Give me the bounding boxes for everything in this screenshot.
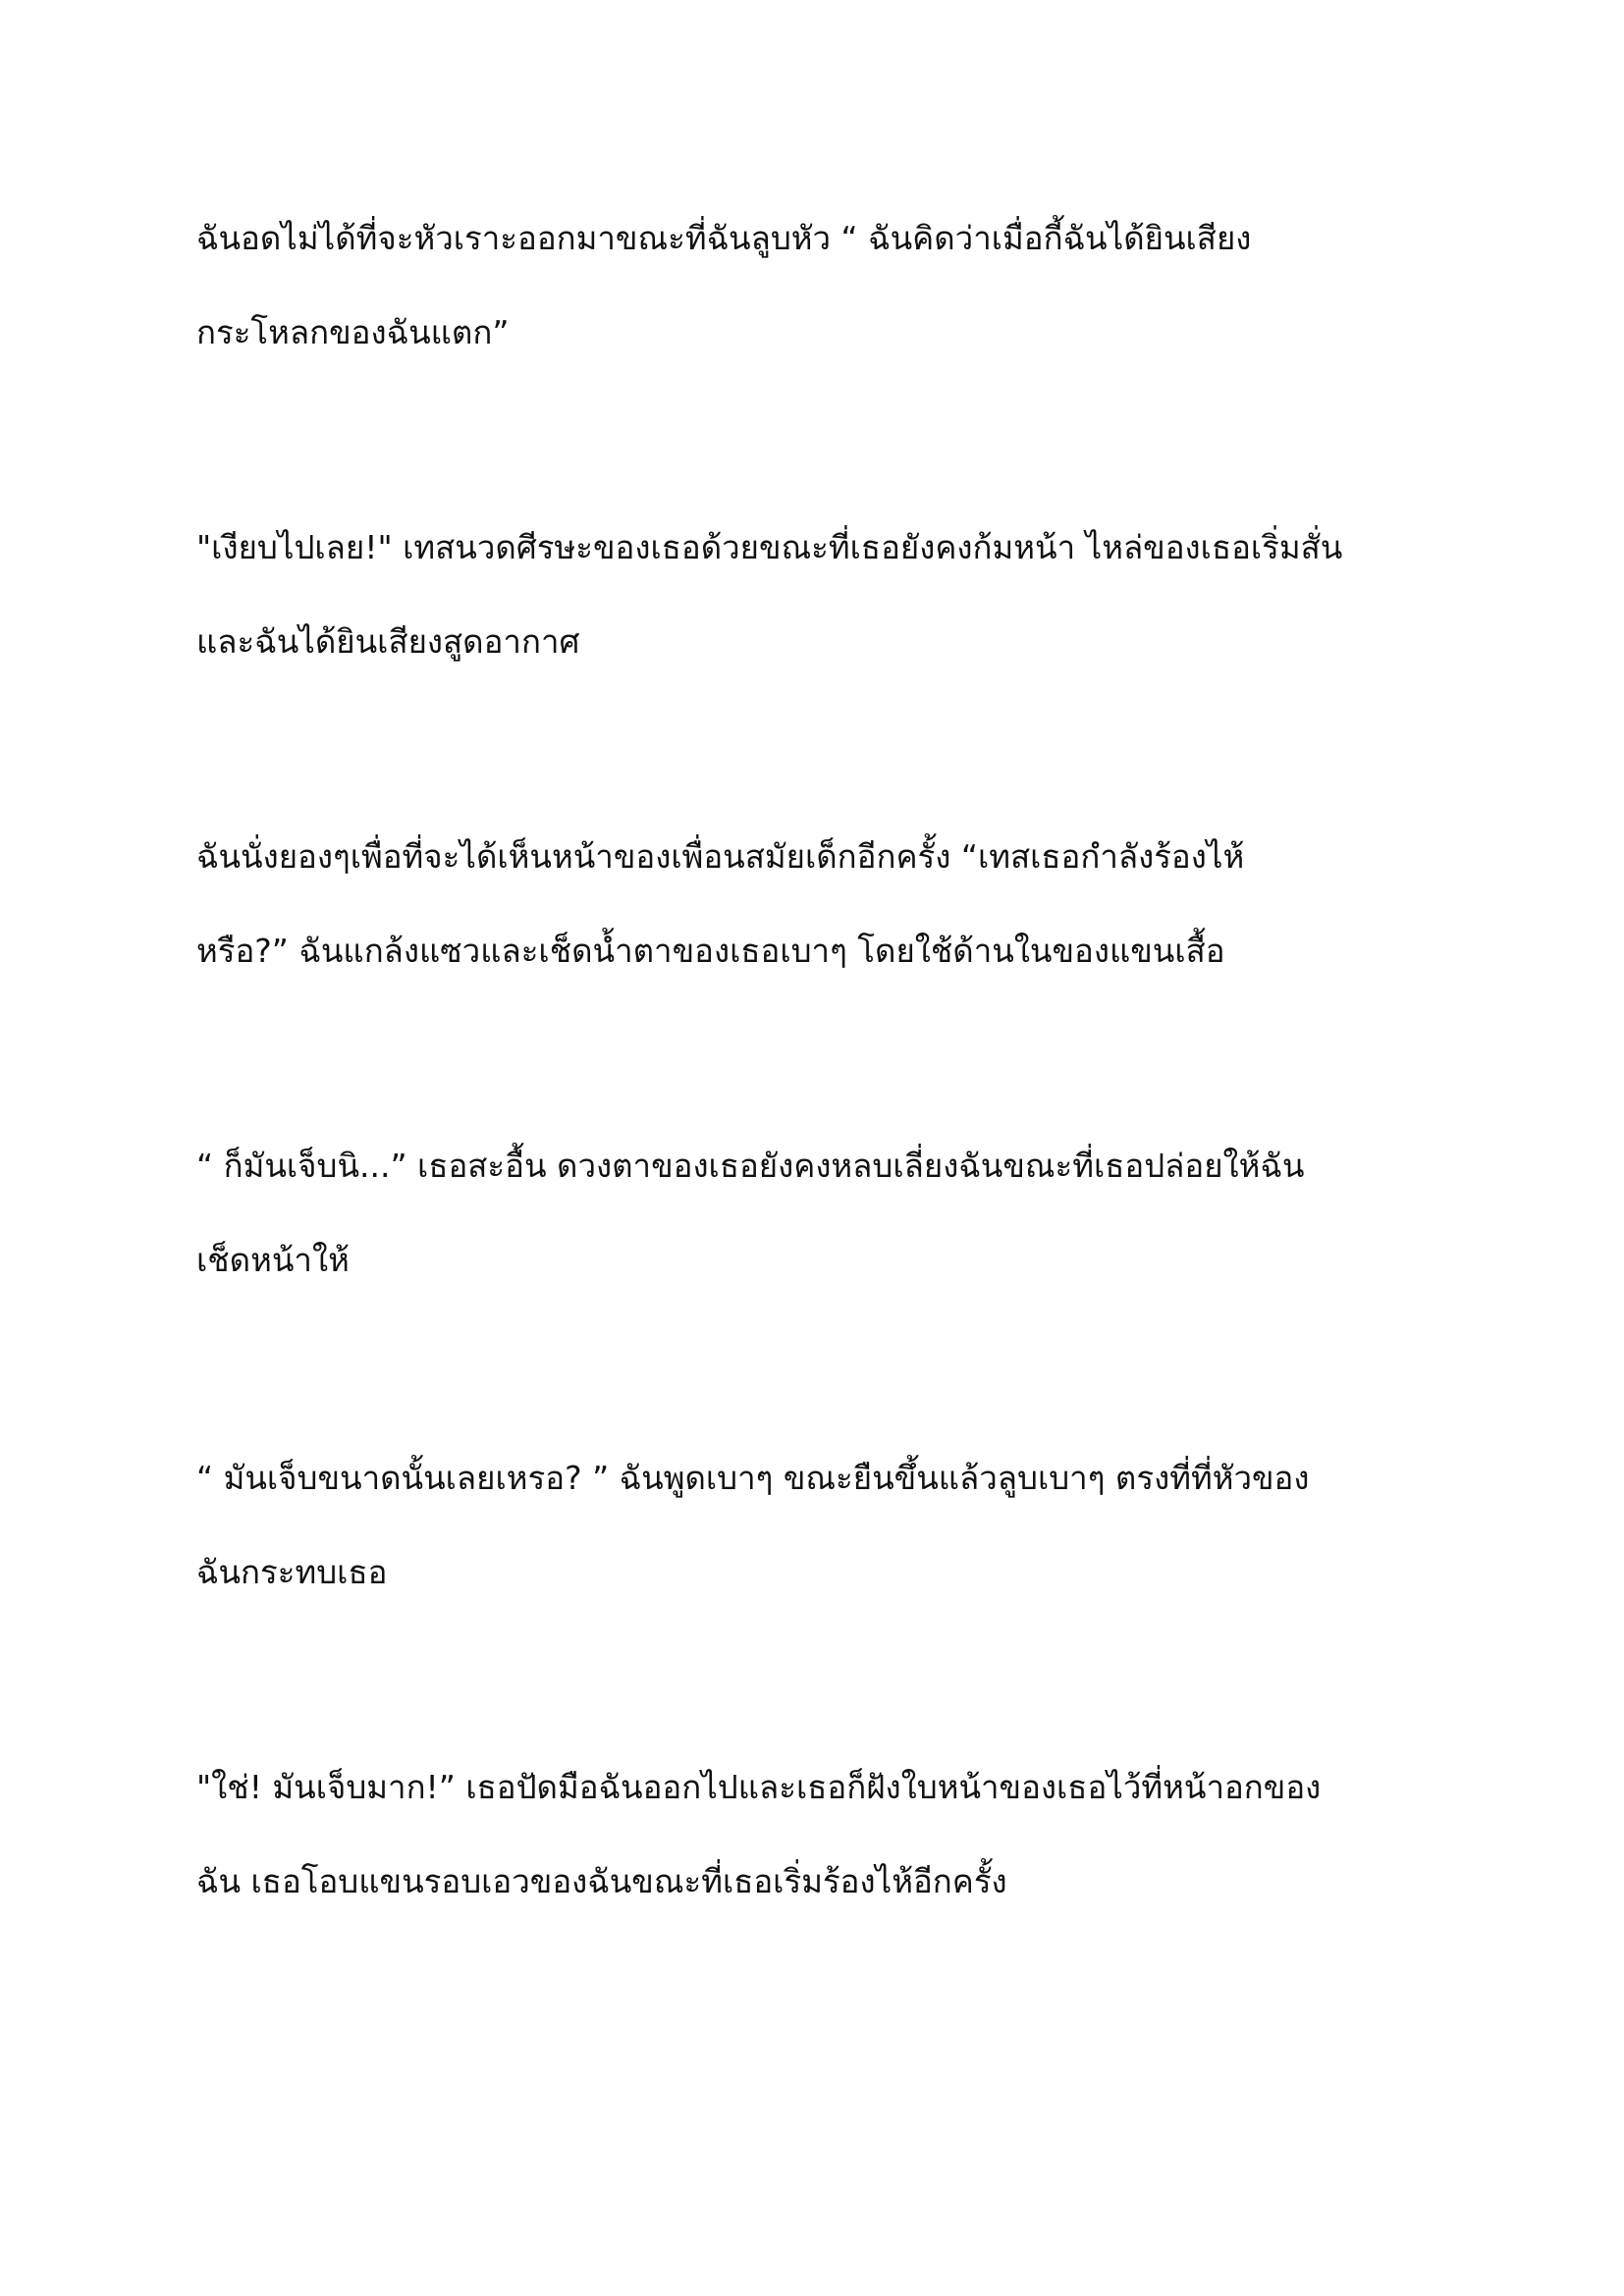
- paragraph-line: ฉันกระทบเธอ: [196, 1553, 388, 1591]
- paragraph-6: [196, 1740, 1434, 1929]
- paragraph-line: ฉัน เธอโอบแขนรอบเอวของฉันขณะที่เธอเริ่มร้องไห้อีกครั้ง: [196, 1862, 1007, 1900]
- paragraph-line: หรือ?” ฉันแกล้งแซวและเช็ดน้ำตาของเธอเบาๆ โดยใช้ด้านในของแขนเสื้อ: [196, 932, 1225, 970]
- paragraph-line: ฉันอดไม่ได้ที่จะหัวเราะออกมาขณะที่ฉันลูบหัว “ ฉันคิดว่าเมื่อกี้ฉันได้ยินเสียง: [196, 219, 1252, 257]
- paragraph-line: เช็ดหน้าให้: [196, 1241, 350, 1279]
- paragraph-line: “ มันเจ็บขนาดนั้นเลยเหรอ? ” ฉันพูดเบาๆ ขณะยืนขึ้นแล้วลูบเบาๆ ตรงที่ที่หัวของ: [196, 1459, 1310, 1497]
- paragraph-line: ฉันนั่งยองๆเพื่อที่จะได้เห็นหน้าของเพื่อนสมัยเด็กอีกครั้ง “เทสเธอกำลังร้องไห้: [196, 837, 1245, 876]
- paragraph-4: [196, 1119, 1434, 1308]
- paragraph-2: [196, 501, 1434, 689]
- paragraph-line: และฉันได้ยินเสียงสูดอากาศ: [196, 622, 580, 661]
- paragraph-line: "ใช่! มันเจ็บมาก!” เธอปัดมือฉันออกไปและเธอก็ฝังใบหน้าของเธอไว้ที่หน้าอกของ: [196, 1768, 1322, 1806]
- paragraph-line: กระโหลกของฉันแตก”: [196, 313, 510, 351]
- paragraph-5: [196, 1431, 1434, 1620]
- paragraph-3: [196, 810, 1434, 998]
- paragraph-1: [196, 191, 1434, 380]
- paragraph-line: "เงียบไปเลย!" เทสนวดศีรษะของเธอด้วยขณะที่เธอยังคงก้มหน้า ไหล่ของเธอเริ่มสั่น: [196, 528, 1343, 566]
- paragraph-line: “ ก็มันเจ็บนิ...” เธอสะอื้น ดวงตาของเธอยังคงหลบเลี่ยงฉันขณะที่เธอปล่อยให้ฉัน: [196, 1147, 1305, 1185]
